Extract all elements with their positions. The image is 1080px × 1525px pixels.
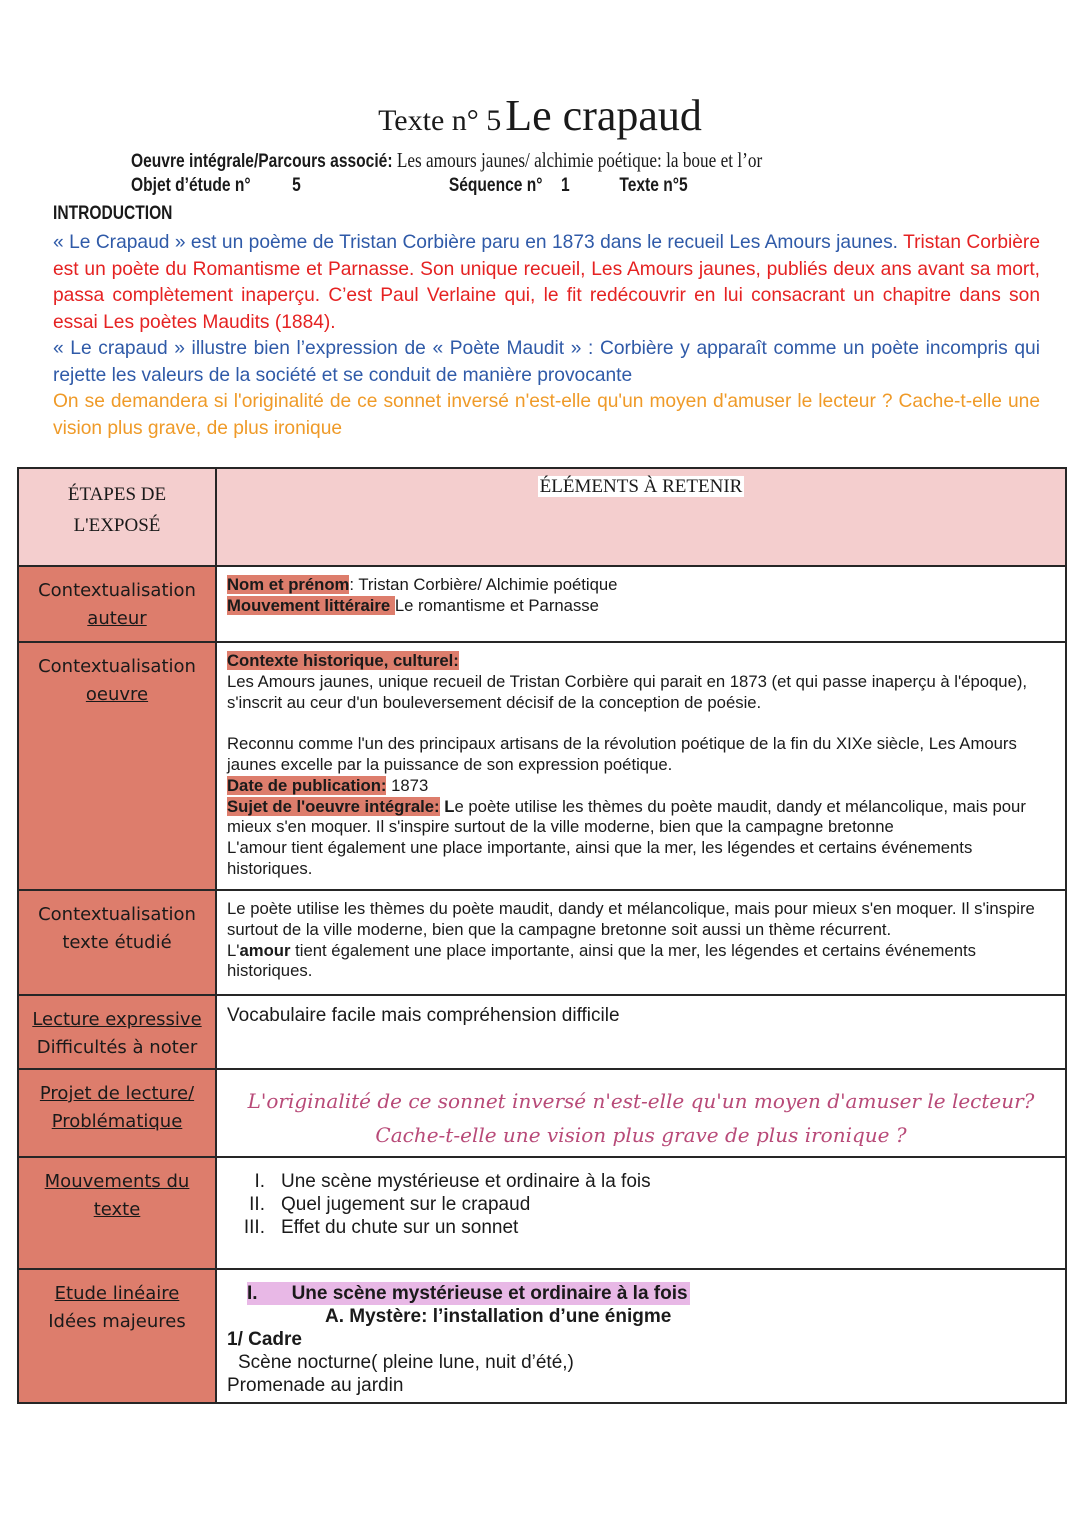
sujet-label: Sujet de l'oeuvre intégrale: bbox=[227, 796, 440, 816]
table-row bbox=[18, 1069, 1066, 1157]
list-item bbox=[217, 1170, 1065, 1193]
oeuvre-label: Oeuvre intégrale/Parcours associé: bbox=[131, 151, 393, 172]
row-label-line: Contextualisation bbox=[38, 656, 196, 677]
row-label-line: texte bbox=[93, 1199, 141, 1220]
meta-objet bbox=[131, 175, 688, 197]
objet-value: 5 bbox=[292, 175, 301, 196]
item-num: I. bbox=[254, 1171, 265, 1192]
title-prefix: Texte n° 5 bbox=[378, 104, 502, 137]
sujet-bold: L bbox=[439, 796, 455, 816]
page-title bbox=[0, 90, 1080, 141]
intro-heading: INTRODUCTION bbox=[53, 203, 173, 224]
meta-oeuvre bbox=[131, 148, 762, 173]
table-row bbox=[18, 890, 1066, 995]
part-heading bbox=[247, 1282, 690, 1305]
header-etapes bbox=[18, 468, 216, 566]
table-row bbox=[18, 566, 1066, 642]
row-label-problematique bbox=[18, 1069, 216, 1157]
row-content-auteur bbox=[216, 566, 1066, 642]
cadre-heading: 1/ Cadre bbox=[227, 1329, 302, 1350]
date-value: 1873 bbox=[386, 775, 429, 795]
sub-heading: A. Mystère: l’installation d’une énigme bbox=[325, 1306, 672, 1327]
table-row bbox=[18, 995, 1066, 1069]
scene-text: Scène nocturne( pleine lune, nuit d’été,) bbox=[238, 1352, 574, 1373]
sequence-label: Séquence n° bbox=[448, 175, 543, 196]
item-text: Effet du chute sur un sonnet bbox=[281, 1217, 519, 1238]
title-main: Le crapaud bbox=[505, 91, 702, 140]
nom-value: : Tristan Corbière/ Alchimie poétique bbox=[349, 575, 618, 594]
sequence-value: 1 bbox=[561, 175, 570, 196]
row-label-line: texte étudié bbox=[62, 932, 172, 953]
promenade-text: Promenade au jardin bbox=[227, 1375, 404, 1396]
list-item bbox=[217, 1193, 1065, 1216]
row-label-line: auteur bbox=[87, 608, 147, 629]
mouvements-list bbox=[217, 1158, 1065, 1239]
row-label-mouvements bbox=[18, 1157, 216, 1269]
row-content-texte bbox=[216, 890, 1066, 995]
amour-text: L'amour tient également une place importante, ainsi que la mer, les légendes et certains événements historiques. bbox=[227, 838, 973, 878]
row-label-line: Projet de lecture/ bbox=[39, 1083, 195, 1104]
row-label-oeuvre bbox=[18, 642, 216, 890]
header-etapes-line2: L'EXPOSÉ bbox=[73, 515, 161, 536]
expose-table bbox=[17, 467, 1067, 1404]
header-elements-text: ÉLÉMENTS À RETENIR bbox=[539, 476, 743, 497]
row-label-lecture bbox=[18, 995, 216, 1069]
reconnu-text: Reconnu comme l'un des principaux artisans de la révolution poétique de la fin du XIXe siècle, Les Amours jaunes excelle par la puissance de son expression poétique. bbox=[227, 734, 1017, 774]
intro-p1-blue: « Le Crapaud » est un poème de Tristan Corbière paru en 1873 dans le recueil Les Amours jaunes. bbox=[53, 232, 899, 253]
date-label: Date de publication: bbox=[227, 775, 387, 795]
header-elements bbox=[216, 468, 1066, 566]
amour-rest: tient également une place importante, ainsi que la mer, les légendes et certains événements historiques. bbox=[227, 940, 976, 981]
row-content-lecture bbox=[216, 995, 1066, 1069]
intro-paragraph-3: On se demandera si l'originalité de ce sonnet inversé n'est-elle qu'un moyen d'amuser le lecteur ? Cache-t-elle une vision plus grave, de plus ironique bbox=[53, 391, 1040, 439]
etude-content bbox=[217, 1270, 1065, 1397]
row-content-etude bbox=[216, 1269, 1066, 1403]
row-label-auteur bbox=[18, 566, 216, 642]
intro-paragraph-2: « Le crapaud » illustre bien l’expression de « Poète Maudit » : Corbière y apparaît comme un poète incompris qui rejette les valeurs de la société et se conduit de manière provocante bbox=[53, 338, 1040, 386]
lecture-text: Vocabulaire facile mais compréhension difficile bbox=[227, 1005, 620, 1026]
amour-pre: L' bbox=[227, 940, 240, 960]
nom-line bbox=[227, 575, 1055, 596]
objet-label: Objet d’étude n° bbox=[131, 175, 251, 196]
row-label-line: Lecture expressive bbox=[32, 1009, 202, 1030]
row-content-problematique bbox=[216, 1069, 1066, 1157]
row-label-line: Contextualisation bbox=[38, 904, 196, 925]
table-row bbox=[18, 642, 1066, 890]
item-text: Quel jugement sur le crapaud bbox=[281, 1194, 531, 1215]
item-text: Une scène mystérieuse et ordinaire à la fois bbox=[281, 1171, 651, 1192]
row-label-texte bbox=[18, 890, 216, 995]
mouvement-label: Mouvement littéraire bbox=[227, 595, 395, 615]
oeuvre-value: Les amours jaunes/ alchimie poétique: la boue et l’or bbox=[396, 148, 763, 172]
sujet-text: e poète utilise les thèmes du poète maudit, dandy et mélancolique, mais pour mieux s'en moquer. Il s'inspire surtout de la ville moderne, bien que la campagne bretonne bbox=[227, 796, 1026, 837]
item-num: II. bbox=[249, 1194, 265, 1215]
mouvement-value: Le romantisme et Parnasse bbox=[394, 595, 599, 615]
intro-section bbox=[53, 230, 1040, 442]
row-label-line: Contextualisation bbox=[38, 580, 196, 601]
list-item bbox=[217, 1216, 1065, 1239]
item-num: III. bbox=[243, 1217, 265, 1238]
part-num: I. bbox=[247, 1283, 258, 1304]
intro-paragraph-1 bbox=[53, 230, 1040, 336]
row-label-line: oeuvre bbox=[85, 684, 149, 705]
amour-bold: amour bbox=[239, 940, 291, 960]
part-title: Une scène mystérieuse et ordinaire à la fois bbox=[291, 1283, 688, 1304]
header-etapes-line1: ÉTAPES DE bbox=[67, 484, 167, 505]
contexte-text: Les Amours jaunes, unique recueil de Tristan Corbière qui parait en 1873 (et qui passe inaperçu à l'époque), s'inscrit au ceur d'un bouleversement décisif de la conception de poésie. bbox=[227, 671, 1028, 712]
row-label-line: Etude linéaire bbox=[54, 1283, 180, 1304]
table-row bbox=[18, 1157, 1066, 1269]
problematique-text: L'originalité de ce sonnet inversé n'est-elle qu'un moyen d'amuser le lecteur? Cache-t-elle une vision plus grave de plus ironique ? bbox=[247, 1089, 1035, 1147]
nom-label: Nom et prénom bbox=[227, 575, 350, 594]
row-label-line: Idées majeures bbox=[48, 1311, 186, 1332]
row-content-mouvements bbox=[216, 1157, 1066, 1269]
row-label-etude bbox=[18, 1269, 216, 1403]
texte-etudie-text: Le poète utilise les thèmes du poète maudit, dandy et mélancolique, mais pour mieux s'en moquer. Il s'inspire surtout de la ville moderne, bien que la campagne bretonne soit aussi un thème récurrent. bbox=[227, 899, 1035, 939]
row-content-oeuvre bbox=[216, 642, 1066, 890]
mouvement-line bbox=[227, 596, 1055, 617]
intro-p1-red: Tristan Corbière est un poète du Romantisme et Parnasse. Son unique recueil, Les Amours jaunes, publiés deux ans avant sa mort, passa complètement inaperçu. C’est Paul Verlaine qui, le fit redécouvrir en lui consacrant un chapitre dans son essai Les poètes Maudits (1884). bbox=[53, 232, 1040, 333]
row-label-line: Problématique bbox=[51, 1111, 183, 1132]
texte-label: Texte n°5 bbox=[619, 175, 688, 196]
table-header-row bbox=[18, 468, 1066, 566]
row-label-line: Mouvements du bbox=[44, 1171, 190, 1192]
contexte-label: Contexte historique, culturel: bbox=[227, 651, 459, 670]
row-label-line: Difficultés à noter bbox=[36, 1037, 198, 1058]
table-row bbox=[18, 1269, 1066, 1403]
